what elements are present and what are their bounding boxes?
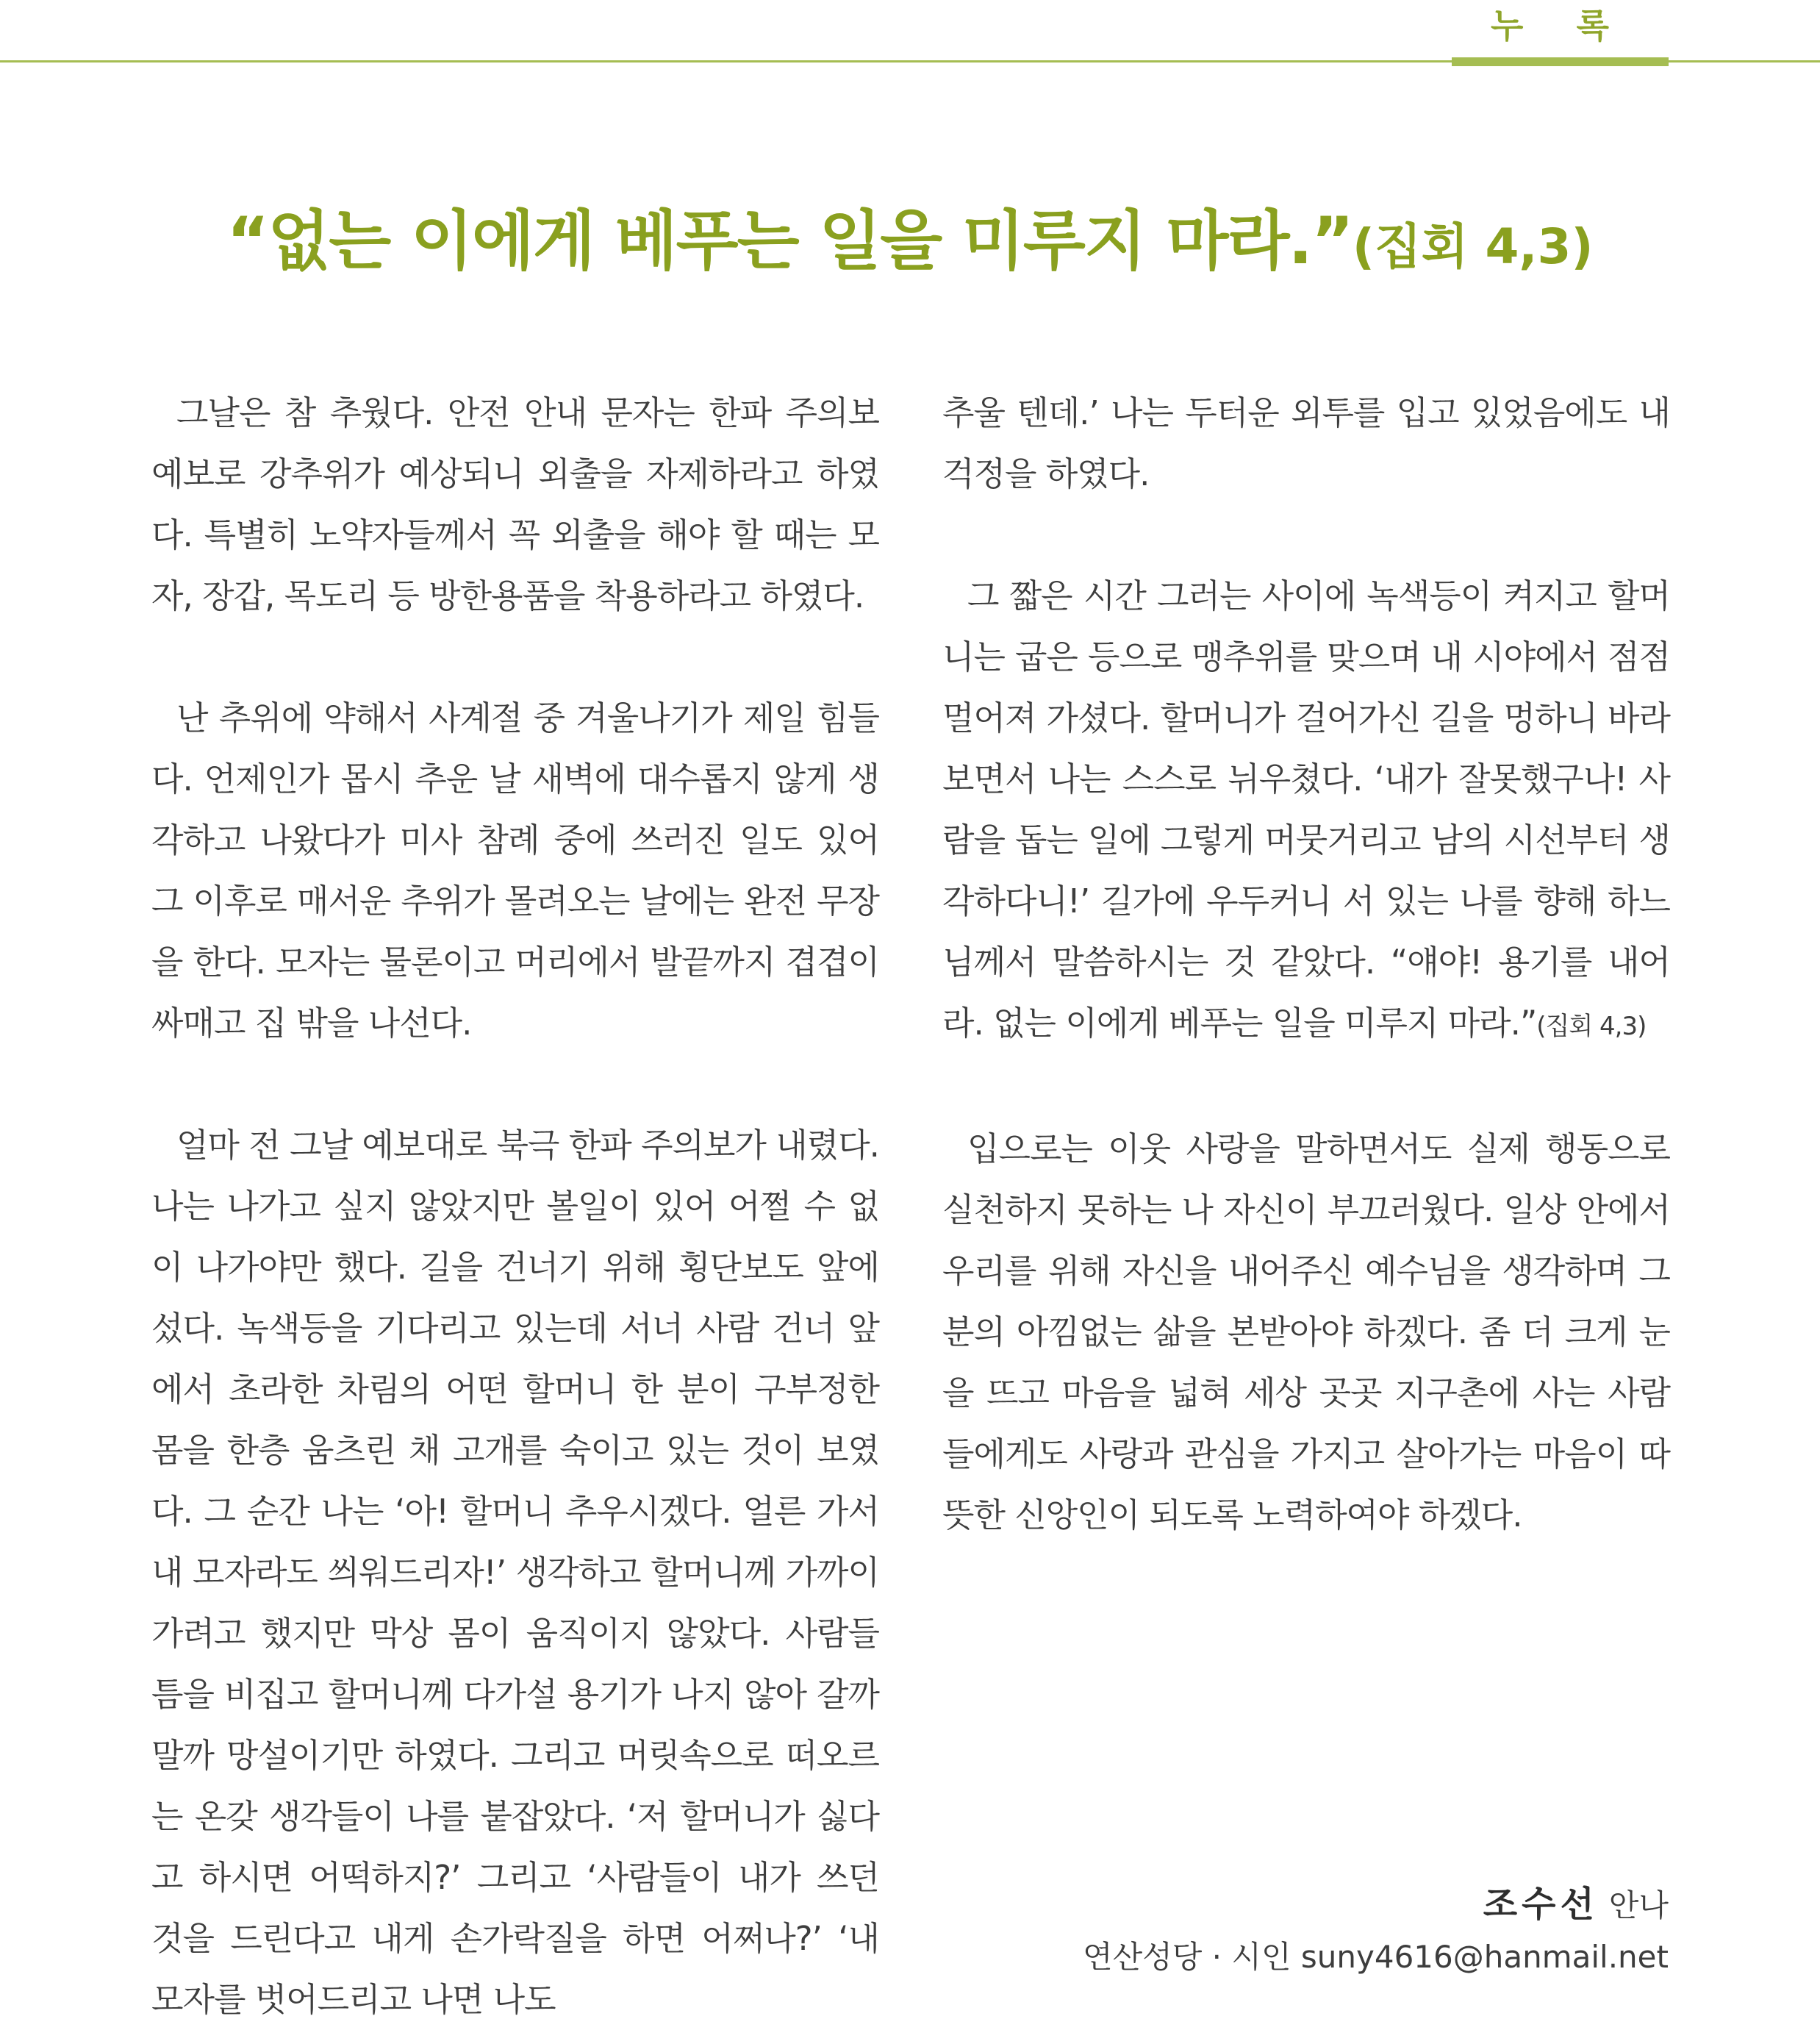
paragraph-gap	[151, 626, 879, 687]
paragraph: 그날은 참 추웠다. 안전 안내 문자는 한파 주의보 예보로 강추위가 예상되니 외출을 자제하라고 하였다. 특별히 노약자들께서 꼭 외출을 해야 할 때는 모자, 장갑, 목도리 등 방한용품을 착용하라고 하였다.	[151, 393, 879, 615]
right-column	[942, 382, 1670, 1545]
author-baptismal-name: 안나	[1608, 1887, 1669, 1923]
paragraph: 입으로는 이웃 사랑을 말하면서도 실제 행동으로 실천하지 못하는 나 자신이 부끄러웠다. 일상 안에서 우리를 위해 자신을 내어주신 예수님을 생각하며 그분의 아낌없는 삶을 본받아야 하겠다. 좀 더 크게 눈을 뜨고 마음을 넓혀 세상 곳곳 지구촌에 사는 사람들에게도 사랑과 관심을 가지고 살아가는 마음이 따뜻한 신앙인이 되도록 노력하여야 하겠다.	[942, 1129, 1670, 1534]
paragraph	[942, 565, 1670, 1057]
paragraph-gap	[151, 1054, 879, 1115]
paragraph-text: 그 짧은 시간 그러는 사이에 녹색등이 켜지고 할머니는 굽은 등으로 맹추위를 맞으며 내 시야에서 점점 멀어져 가셨다. 할머니가 걸어가신 길을 멍하니 바라보면서 나는 스스로 뉘우쳤다. ‘내가 잘못했구나! 사람을 돕는 일에 그렇게 머뭇거리고 남의 시선부터 생각하다니!’ 길가에 우두커니 서 있는 나를 향해 하느님께서 말씀하시는 것 같았다. “얘야! 용기를 내어라. 없는 이에게 베푸는 일을 미루지 마라.”	[942, 576, 1670, 1043]
paragraph: 얼마 전 그날 예보대로 북극 한파 주의보가 내렸다. 나는 나가고 싶지 않았지만 볼일이 있어 어쩔 수 없이 나가야만 했다. 길을 건너기 위해 횡단보도 앞에 섰다. 녹색등을 기다리고 있는데 서너 사람 건너 앞에서 초라한 차림의 어떤 할머니 한 분이 구부정한 몸을 한층 움츠린 채 고개를 숙이고 있는 것이 보였다. 그 순간 나는 ‘아! 할머니 추우시겠다. 얼른 가서 내 모자라도 씌워드리자!’ 생각하고 할머니께 가까이 가려고 했지만 막상 몸이 움직이지 않았다. 사람들 틈을 비집고 할머니께 다가설 용기가 나지 않아 갈까 말까 망설이기만 하였다. 그리고 머릿속으로 떠오르는 온갖 생각들이 나를 붙잡았다. ‘저 할머니가 싫다고 하시면 어떡하지?’ 그리고 ‘사람들이 내가 쓰던 것을 드린다고 내게 손가락질을 하면 어쩌나?’ ‘내 모자를 벗어드리고 나면 나도	[151, 1126, 879, 2019]
section-label: 누 록	[1491, 6, 1630, 46]
author-line	[1083, 1879, 1669, 1931]
article-title	[0, 197, 1820, 304]
author-name: 조수선	[1483, 1884, 1599, 1925]
title-reference: (집회 4,3)	[1352, 218, 1594, 275]
paragraph-continued: 추울 텐데.’ 나는 두터운 외투를 입고 있었음에도 내 걱정을 하였다.	[942, 393, 1670, 493]
paragraph-gap	[942, 504, 1670, 565]
paragraph: 난 추위에 약해서 사계절 중 겨울나기가 제일 힘들다. 언제인가 몹시 추운 날 새벽에 대수롭지 않게 생각하고 나왔다가 미사 참례 중에 쓰러진 일도 있어 그 이후로 매서운 추위가 몰려오는 날에는 완전 무장을 한다. 모자는 물론이고 머리에서 발끝까지 겹겹이 싸매고 집 밖을 나선다.	[151, 698, 879, 1043]
author-block	[1083, 1879, 1669, 1983]
header-section-tab	[1452, 57, 1669, 66]
author-affiliation: 연산성당 · 시인 suny4616@hanmail.net	[1083, 1939, 1669, 1975]
left-column	[151, 382, 879, 2030]
title-quote: “없는 이에게 베푸는 일을 미루지 마라.”	[226, 203, 1353, 279]
inline-reference: (집회 4,3)	[1536, 1012, 1647, 1041]
paragraph-gap	[942, 1057, 1670, 1118]
